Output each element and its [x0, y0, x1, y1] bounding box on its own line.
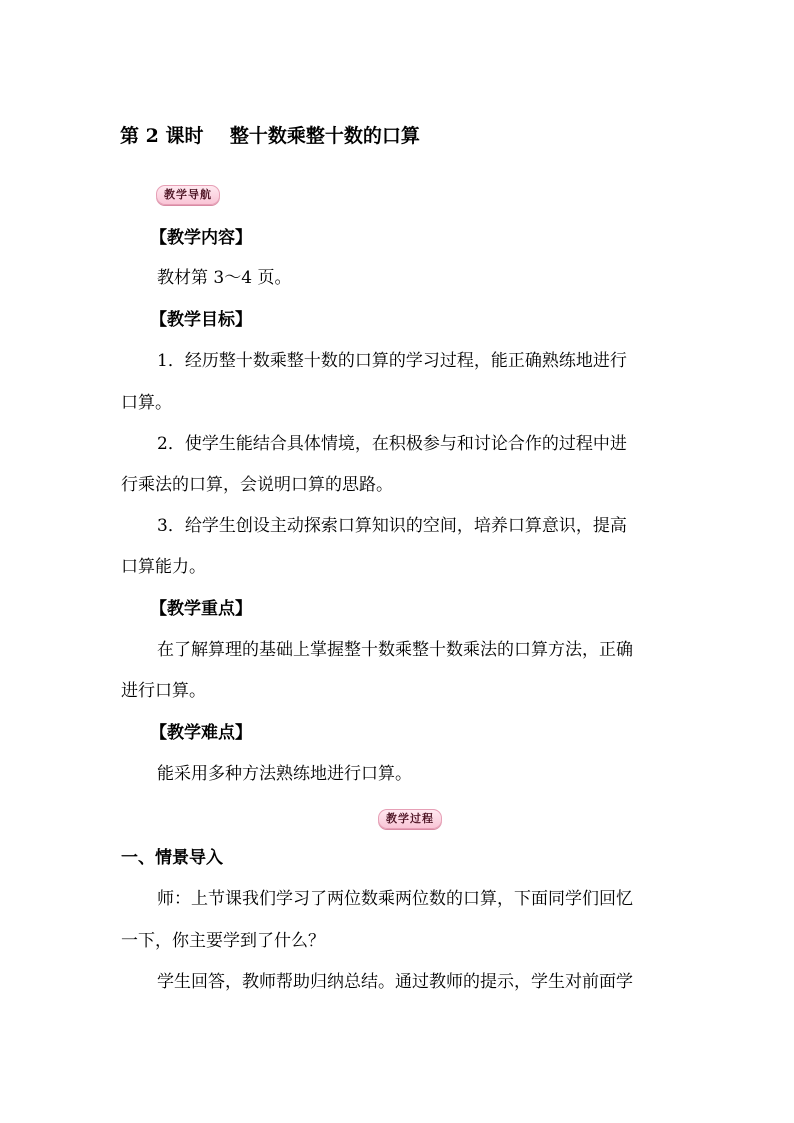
- key-points-line2: 进行口算。: [121, 681, 206, 701]
- teaching-guide-badge: 教学导航: [156, 185, 220, 205]
- teaching-process-badge: 教学过程: [378, 809, 442, 829]
- teacher-line1: 师：上节课我们学习了两位数乘两位数的口算，下面同学们回忆: [157, 889, 633, 909]
- goals-heading: 【教学目标】: [150, 310, 252, 330]
- difficulty-heading: 【教学难点】: [150, 723, 252, 743]
- key-points-heading: 【教学重点】: [150, 599, 252, 619]
- page-title: 第 2 课时 整十数乘整十数的口算: [120, 125, 420, 147]
- goal3-line1: 3．给学生创设主动探索口算知识的空间，培养口算意识，提高: [157, 516, 627, 536]
- goal1-line1: 1．经历整十数乘整十数的口算的学习过程，能正确熟练地进行: [157, 351, 627, 371]
- goal3-line2: 口算能力。: [121, 557, 206, 577]
- difficulty-text: 能采用多种方法熟练地进行口算。: [157, 764, 412, 784]
- section1-heading: 一、情景导入: [121, 848, 223, 868]
- key-points-line1: 在了解算理的基础上掌握整十数乘整十数乘法的口算方法，正确: [157, 640, 633, 660]
- teacher-line2: 一下，你主要学到了什么？: [121, 931, 325, 951]
- goal2-line2: 行乘法的口算，会说明口算的思路。: [121, 475, 393, 495]
- goal1-line2: 口算。: [121, 393, 172, 413]
- goal2-line1: 2．使学生能结合具体情境，在积极参与和讨论合作的过程中进: [157, 434, 627, 454]
- student-line1: 学生回答，教师帮助归纳总结。通过教师的提示，学生对前面学: [157, 972, 633, 992]
- content-text: 教材第 3～4 页。: [157, 268, 292, 288]
- content-heading: 【教学内容】: [150, 228, 252, 248]
